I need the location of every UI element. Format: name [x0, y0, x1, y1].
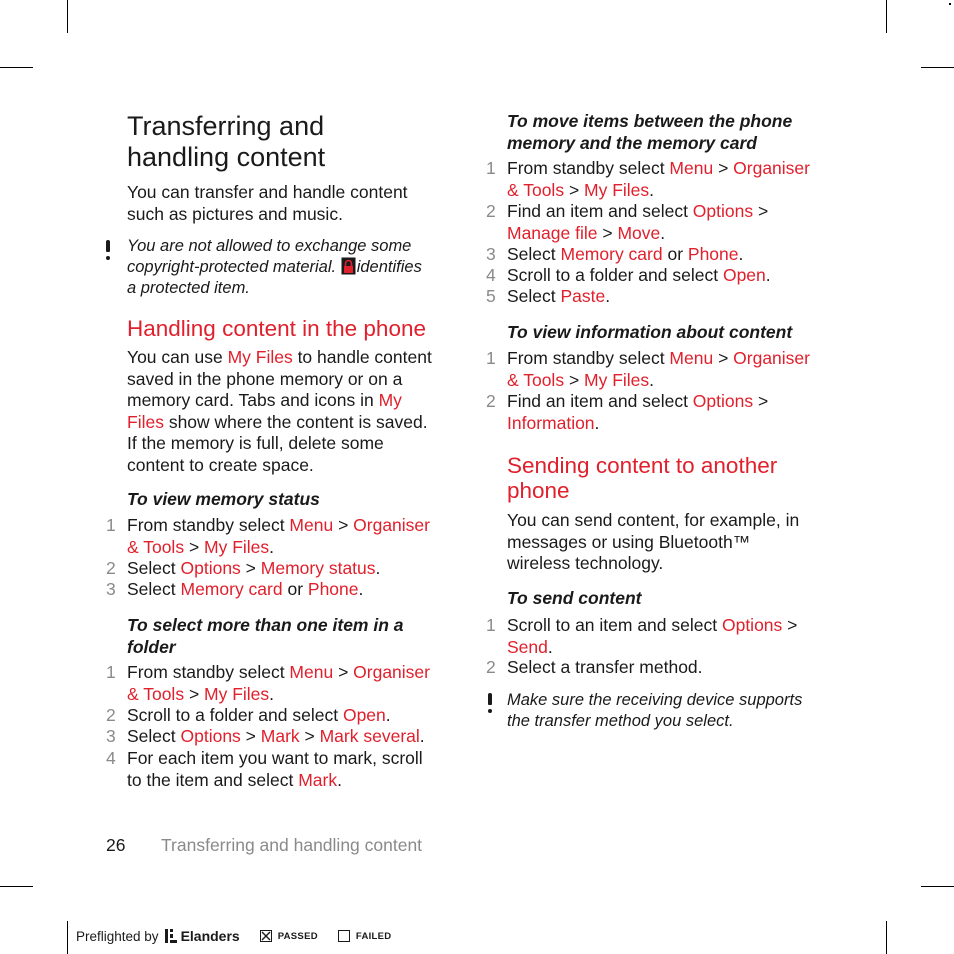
- step-item: [106, 662, 430, 705]
- subheading-view-info: To view information about content: [507, 322, 793, 342]
- step-number: 3: [106, 579, 116, 599]
- text: You can use: [127, 347, 228, 367]
- step-number: 1: [106, 515, 116, 535]
- text: memory card. Tabs and icons in: [127, 390, 379, 410]
- subheading-select-more: [127, 615, 404, 658]
- text-line: [127, 412, 432, 434]
- text: to the item and select: [127, 769, 299, 790]
- step-number: 1: [486, 348, 496, 368]
- my-files-link: My Files: [584, 179, 650, 200]
- separator: >: [753, 391, 769, 411]
- crop-mark: [921, 67, 954, 68]
- step-item: [106, 748, 423, 791]
- text-line: To move items between the phone: [507, 111, 793, 131]
- memory-status-link: Memory status: [260, 558, 376, 578]
- crop-mark: [886, 0, 887, 33]
- text: From standby select: [507, 158, 670, 178]
- text: Find an item and select: [507, 201, 693, 221]
- text: Scroll to an item and select: [507, 615, 722, 635]
- step-number: 3: [486, 244, 496, 264]
- text: .: [605, 286, 611, 306]
- my-files-link: Files: [127, 411, 164, 432]
- passed-checkbox: [260, 930, 272, 942]
- text: .: [765, 265, 771, 285]
- text-line: For each item you want to mark, scroll: [127, 748, 423, 768]
- step-item: [106, 726, 425, 748]
- preflight-stamp: [76, 928, 391, 944]
- menu-link: Menu: [669, 158, 714, 178]
- information-link: Information: [507, 412, 595, 433]
- send-link: Send: [507, 636, 548, 657]
- failed-label: FAILED: [355, 930, 392, 942]
- text-line: messages or using Bluetooth™: [507, 531, 751, 552]
- text: .: [269, 536, 275, 557]
- title-line: Transferring and: [127, 111, 325, 141]
- my-files-link: My Files: [204, 683, 270, 704]
- separator: >: [299, 726, 320, 746]
- text: show where the content is saved.: [163, 411, 428, 432]
- step-item: [486, 348, 810, 391]
- separator: >: [597, 222, 618, 243]
- text-line: a protected item.: [127, 279, 250, 297]
- intro-paragraph: [127, 182, 408, 225]
- step-item: [486, 244, 744, 266]
- text: Select: [507, 286, 561, 306]
- separator: >: [333, 662, 354, 682]
- crop-mark: [67, 0, 68, 33]
- text-line: To select more than one item in a: [127, 615, 404, 635]
- text: .: [385, 705, 391, 725]
- separator: >: [753, 201, 769, 221]
- handling-paragraph: [127, 347, 432, 476]
- text-line: Select a transfer method.: [507, 657, 703, 677]
- text-line: content to create space.: [127, 454, 314, 475]
- organiser-link: & Tools: [507, 179, 565, 200]
- crop-mark: [67, 921, 68, 954]
- memory-card-link: Memory card: [560, 244, 663, 264]
- text: From standby select: [127, 515, 290, 535]
- step-number: 5: [486, 286, 496, 306]
- text-line: saved in the phone memory or on a: [127, 368, 403, 389]
- step-number: 2: [486, 391, 496, 411]
- open-link: Open: [722, 265, 766, 285]
- page-title: [127, 111, 325, 173]
- text: From standby select: [507, 348, 670, 368]
- page-number: 26: [106, 835, 126, 855]
- text: .: [594, 412, 600, 433]
- text: .: [269, 683, 275, 704]
- text: .: [649, 369, 655, 390]
- brand-name: Elanders: [180, 928, 240, 944]
- text: Select: [127, 558, 181, 578]
- separator: >: [782, 615, 798, 635]
- options-link: Options: [692, 391, 754, 411]
- organiser-link: Organiser: [353, 662, 430, 682]
- memory-card-link: Memory card: [180, 579, 283, 599]
- text: Scroll to a folder and select: [507, 265, 723, 285]
- crop-dot: [949, 3, 951, 5]
- phone-link: Phone: [307, 579, 359, 599]
- my-files-link: My Files: [584, 369, 650, 390]
- step-item: [106, 515, 430, 558]
- crop-mark: [921, 886, 954, 887]
- step-item: [486, 201, 769, 244]
- step-number: 3: [106, 726, 116, 746]
- lock-icon: [341, 257, 356, 275]
- move-link: Move: [617, 222, 661, 243]
- options-link: Options: [692, 201, 754, 221]
- text-line: You can transfer and handle content: [127, 182, 408, 202]
- text: or: [662, 244, 688, 264]
- separator: >: [184, 536, 205, 557]
- step-number: 1: [486, 158, 496, 178]
- phone-link: Phone: [687, 244, 739, 264]
- step-number: 2: [486, 657, 496, 677]
- paste-link: Paste: [560, 286, 606, 306]
- text-line: Make sure the receiving device supports: [507, 691, 803, 709]
- step-item: [106, 579, 364, 601]
- my-files-link: My Files: [227, 347, 293, 367]
- text-line: [127, 257, 422, 278]
- menu-link: Menu: [669, 348, 714, 368]
- step-number: 4: [486, 265, 496, 285]
- section-heading: Handling content in the phone: [127, 316, 426, 341]
- options-link: Options: [721, 615, 783, 635]
- text-line: [127, 390, 432, 412]
- text: Scroll to a folder and select: [127, 705, 343, 725]
- step-number: 2: [106, 558, 116, 578]
- text: .: [660, 222, 666, 243]
- text: .: [358, 579, 364, 599]
- options-link: Options: [180, 726, 241, 746]
- separator: >: [184, 683, 205, 704]
- organiser-link: & Tools: [507, 369, 565, 390]
- step-item: [486, 158, 810, 201]
- separator: >: [240, 726, 261, 746]
- text-line: [127, 347, 432, 369]
- copyright-note: [127, 236, 422, 299]
- text: Select: [127, 579, 181, 599]
- step-number: 4: [106, 748, 116, 768]
- text-line: memory and the memory card: [507, 132, 757, 153]
- mark-several-link: Mark several: [319, 726, 420, 746]
- organiser-link: & Tools: [127, 536, 185, 557]
- text: From standby select: [127, 662, 290, 682]
- mark-link: Mark: [298, 769, 338, 790]
- mark-link: Mark: [260, 726, 300, 746]
- open-link: Open: [342, 705, 386, 725]
- text: .: [419, 726, 425, 746]
- text: .: [738, 244, 744, 264]
- step-item: [486, 391, 769, 434]
- text: Select: [507, 244, 561, 264]
- text-line: such as pictures and music.: [127, 203, 343, 224]
- my-files-link: My Files: [204, 536, 270, 557]
- note-text: copyright-protected material.: [127, 258, 337, 276]
- text: to handle content: [292, 347, 432, 367]
- text: Find an item and select: [507, 391, 693, 411]
- organiser-link: Organiser: [733, 348, 810, 368]
- title-line: handling content: [127, 142, 326, 172]
- text-line: the transfer method you select.: [507, 712, 734, 730]
- passed-label: PASSED: [277, 930, 318, 942]
- failed-checkbox: [338, 930, 350, 942]
- options-link: Options: [180, 558, 241, 578]
- separator: >: [564, 179, 585, 200]
- separator: >: [713, 158, 734, 178]
- separator: >: [713, 348, 734, 368]
- step-number: 2: [106, 705, 116, 725]
- crop-mark: [886, 921, 887, 954]
- crop-mark: [0, 886, 33, 887]
- text-line: You can send content, for example, in: [507, 510, 800, 530]
- elanders-logo: [165, 928, 240, 944]
- text-line: You are not allowed to exchange some: [127, 237, 412, 255]
- running-title: Transferring and handling content: [161, 835, 423, 855]
- subheading-move-items: [507, 111, 792, 154]
- elanders-logo-icon: [165, 929, 177, 943]
- step-item: [486, 265, 771, 287]
- text: .: [337, 769, 342, 790]
- subheading-send-content: To send content: [507, 588, 642, 608]
- text-line: folder: [127, 636, 176, 657]
- separator: >: [240, 558, 261, 578]
- text-line: If the memory is full, delete some: [127, 433, 384, 453]
- text-line: Sending content to another: [507, 453, 778, 478]
- step-item: [106, 705, 391, 727]
- organiser-link: Organiser: [353, 515, 430, 535]
- text: .: [649, 179, 655, 200]
- text-line: wireless technology.: [507, 553, 664, 573]
- preflight-label: Preflighted by: [76, 928, 159, 944]
- section-heading-sending: [507, 453, 777, 503]
- step-number: 1: [106, 662, 116, 682]
- step-item: [486, 657, 703, 679]
- text-line: phone: [507, 478, 570, 503]
- menu-link: Menu: [289, 515, 334, 535]
- manage-file-link: Manage file: [507, 222, 598, 243]
- transfer-note: [507, 690, 802, 732]
- organiser-link: Organiser: [733, 158, 810, 178]
- subheading-memory-status: To view memory status: [127, 489, 320, 509]
- text: .: [547, 636, 553, 657]
- note-text: identifies: [356, 258, 422, 276]
- sending-paragraph: [507, 510, 799, 575]
- step-number: 2: [486, 201, 496, 221]
- step-number: 1: [486, 615, 496, 635]
- my-files-link: My: [378, 390, 402, 410]
- text: .: [375, 558, 381, 578]
- menu-link: Menu: [289, 662, 334, 682]
- text: or: [282, 579, 308, 599]
- separator: >: [333, 515, 354, 535]
- crop-mark: [0, 67, 33, 68]
- organiser-link: & Tools: [127, 683, 185, 704]
- text: Select: [127, 726, 181, 746]
- separator: >: [564, 369, 585, 390]
- step-item: [486, 615, 798, 658]
- step-item: [106, 558, 381, 580]
- step-item: [486, 286, 611, 308]
